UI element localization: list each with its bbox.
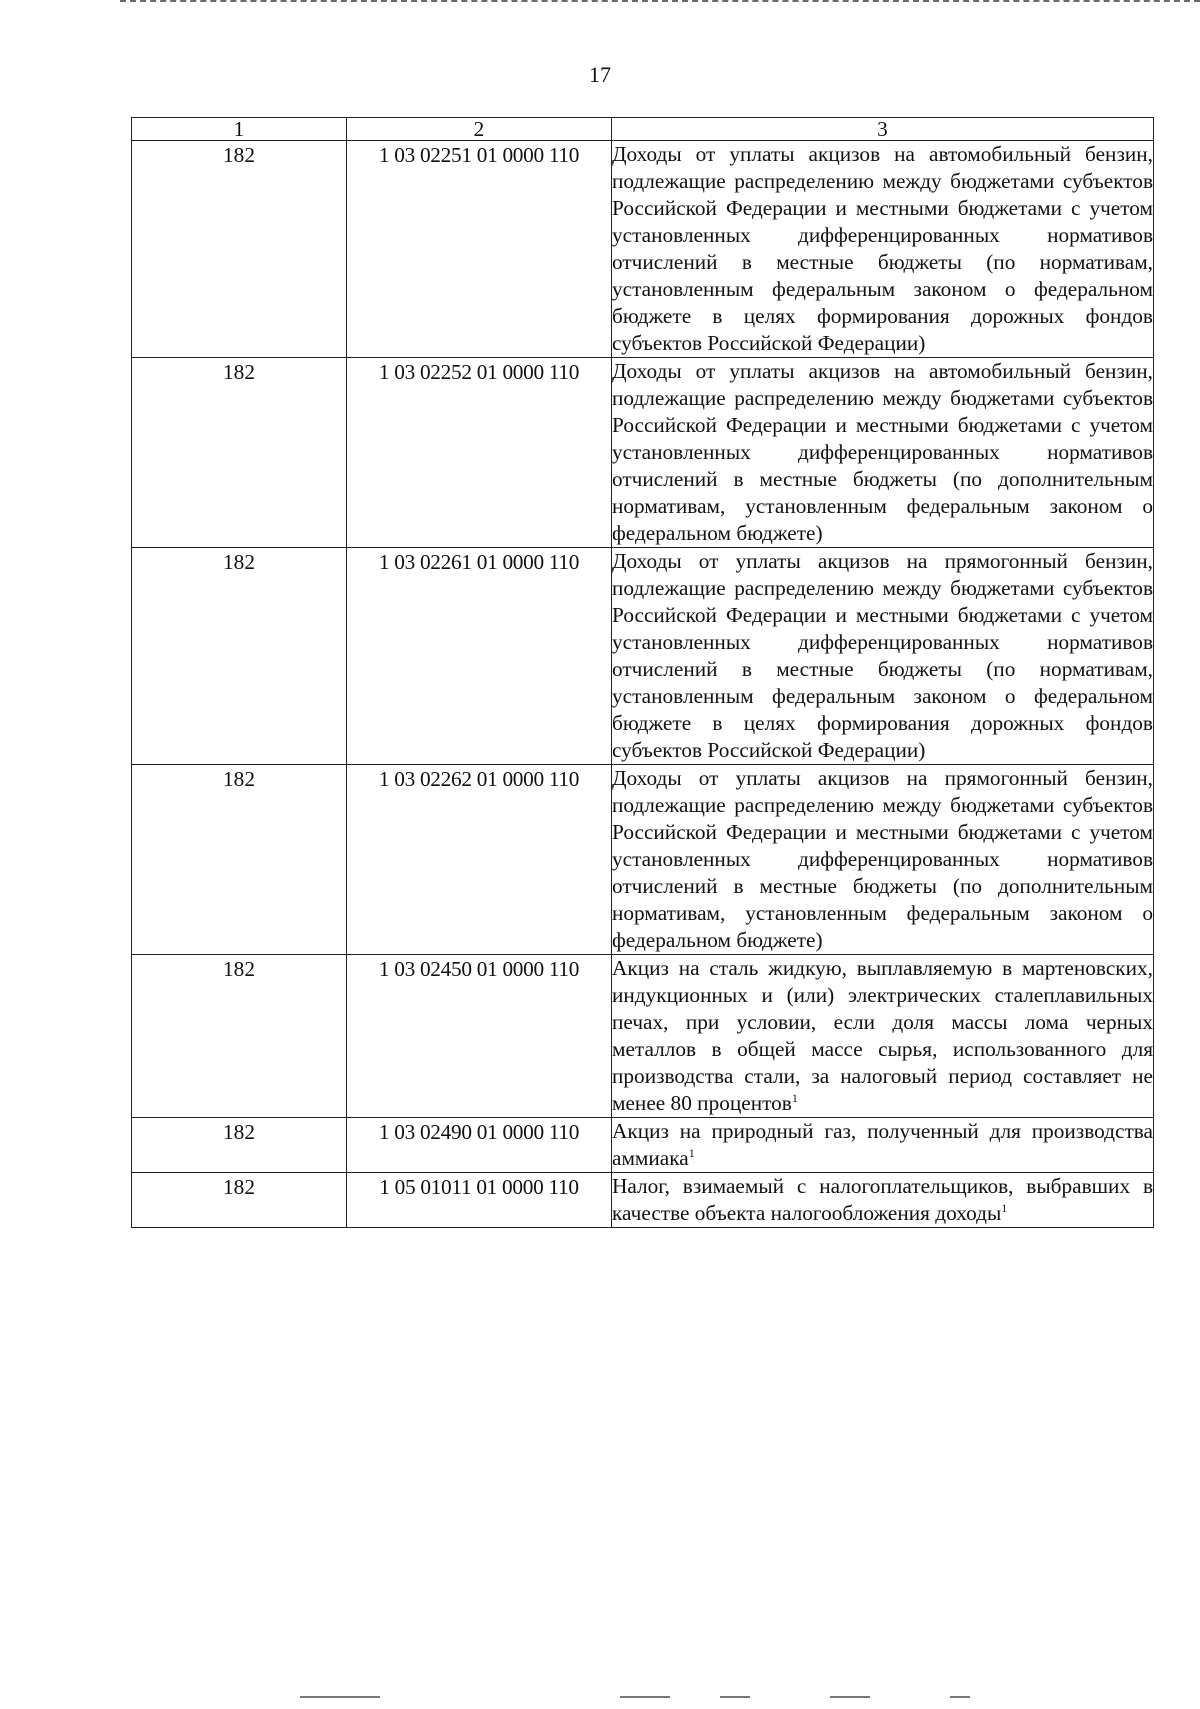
- description-text: Доходы от уплаты акцизов на прямогонный бензин, подлежащие распределению между бюджетами субъектов Российской Федерации и местными бюджетами с учетом установленных дифференцированных нормативов отчислений в местные бюджеты (по нормативам, установленным федеральным законом о федеральном бюджете в целях формирования дорожных фондов субъектов Российской Федерации): [612, 549, 1153, 762]
- table-row: [132, 1173, 1154, 1228]
- description-cell: [612, 358, 1154, 548]
- admin-code-cell: 182: [132, 955, 347, 1118]
- footnote-marker: 1: [1001, 1200, 1008, 1215]
- table-row: [132, 765, 1154, 955]
- admin-code-cell: 182: [132, 548, 347, 765]
- scan-artifact: [720, 1696, 750, 1698]
- table-row: [132, 141, 1154, 358]
- admin-code-cell: 182: [132, 141, 347, 358]
- admin-code-cell: 182: [132, 1118, 347, 1173]
- table-row: [132, 548, 1154, 765]
- table-row: [132, 1118, 1154, 1173]
- description-cell: [612, 1118, 1154, 1173]
- admin-code-cell: 182: [132, 1173, 347, 1228]
- scan-artifact: [300, 1696, 380, 1698]
- footnote-marker: 1: [688, 1145, 695, 1160]
- description-text: Акциз на природный газ, полученный для производства аммиака: [612, 1119, 1153, 1170]
- revenue-code-cell: 1 05 01011 01 0000 110: [347, 1173, 612, 1228]
- description-cell: [612, 1173, 1154, 1228]
- description-text: Доходы от уплаты акцизов на автомобильный бензин, подлежащие распределению между бюджетами субъектов Российской Федерации и местными бюджетами с учетом установленных дифференцированных нормативов отчислений в местные бюджеты (по нормативам, установленным федеральным законом о федеральном бюджете в целях формирования дорожных фондов субъектов Российской Федерации): [612, 142, 1153, 355]
- revenue-code-cell: 1 03 02251 01 0000 110: [347, 141, 612, 358]
- footnote-marker: 1: [791, 1090, 798, 1105]
- admin-code-cell: 182: [132, 765, 347, 955]
- page-number: 17: [589, 62, 611, 87]
- scan-bottom-marks: [0, 1694, 1200, 1700]
- description-cell: [612, 955, 1154, 1118]
- revenue-code-cell: 1 03 02261 01 0000 110: [347, 548, 612, 765]
- scan-artifact: [620, 1696, 670, 1698]
- description-cell: [612, 141, 1154, 358]
- scan-top-edge: [120, 0, 1200, 2]
- revenue-code-cell: 1 03 02252 01 0000 110: [347, 358, 612, 548]
- revenue-code-cell: 1 03 02262 01 0000 110: [347, 765, 612, 955]
- table-header-row: [132, 118, 1154, 141]
- description-cell: [612, 765, 1154, 955]
- table-row: [132, 955, 1154, 1118]
- table-row: [132, 358, 1154, 548]
- column-header-admin: 1: [132, 118, 347, 141]
- scan-artifact: [830, 1696, 870, 1698]
- revenue-codes-table: [131, 117, 1154, 1228]
- description-cell: [612, 548, 1154, 765]
- description-text: Доходы от уплаты акцизов на автомобильный бензин, подлежащие распределению между бюджетами субъектов Российской Федерации и местными бюджетами с учетом установленных дифференцированных нормативов отчислений в местные бюджеты (по дополнительным нормативам, установленным федеральным законом о федеральном бюджете): [612, 359, 1153, 545]
- scan-artifact: [950, 1696, 970, 1698]
- description-text: Акциз на сталь жидкую, выплавляемую в мартеновских, индукционных и (или) электрических сталеплавильных печах, при условии, если доля массы лома черных металлов в общей массе сырья, использованного для производства стали, за налоговый период составляет не менее 80 процентов: [612, 956, 1153, 1115]
- revenue-code-cell: 1 03 02490 01 0000 110: [347, 1118, 612, 1173]
- description-text: Доходы от уплаты акцизов на прямогонный бензин, подлежащие распределению между бюджетами субъектов Российской Федерации и местными бюджетами с учетом установленных дифференцированных нормативов отчислений в местные бюджеты (по дополнительным нормативам, установленным федеральным законом о федеральном бюджете): [612, 766, 1153, 952]
- admin-code-cell: 182: [132, 358, 347, 548]
- description-text: Налог, взимаемый с налогоплательщиков, выбравших в качестве объекта налогообложения доходы: [612, 1174, 1153, 1225]
- column-header-code: 2: [347, 118, 612, 141]
- revenue-code-cell: 1 03 02450 01 0000 110: [347, 955, 612, 1118]
- column-header-description: 3: [612, 118, 1154, 141]
